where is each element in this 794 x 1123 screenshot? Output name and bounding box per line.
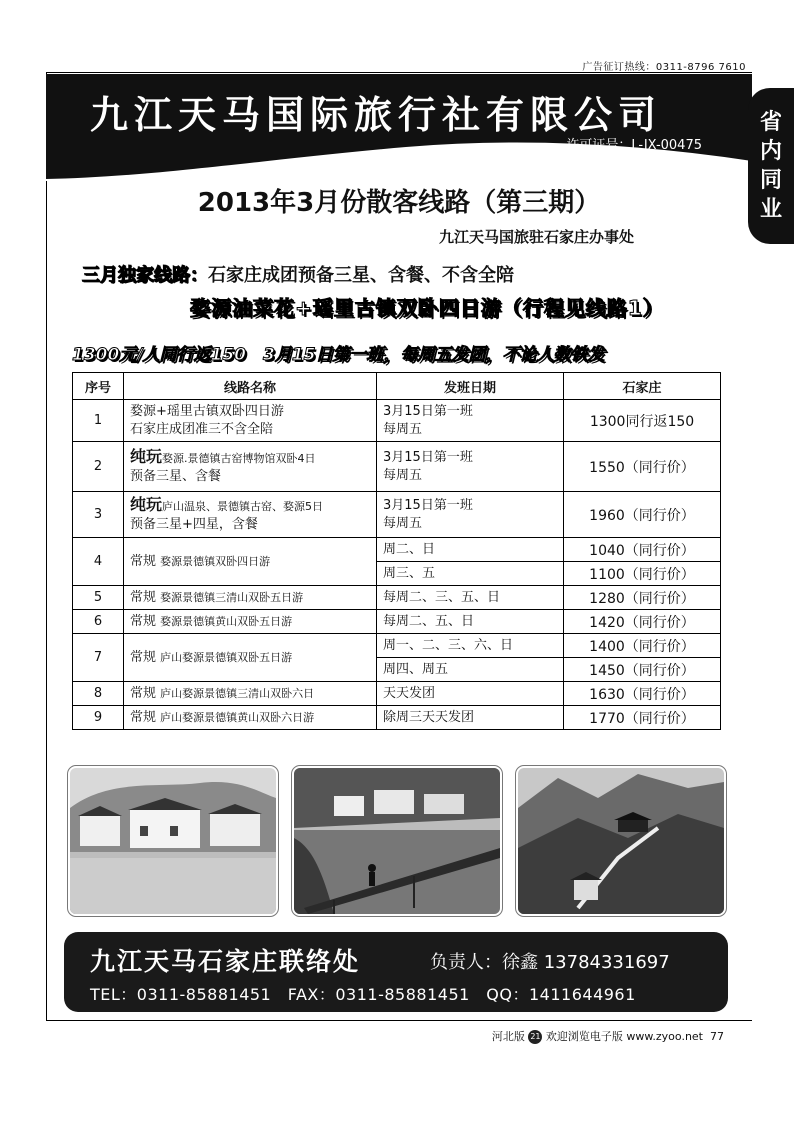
table-row <box>73 492 721 538</box>
route-line: 预备三星、含餐 <box>130 468 222 484</box>
route-date: 周二、日 <box>377 538 564 562</box>
row-no: 5 <box>73 586 124 610</box>
route-date: 周四、周五 <box>377 658 564 682</box>
route-name <box>124 492 377 538</box>
ad-hotline: 广告征订热线：0311-8796 7610 <box>582 62 746 73</box>
route-price: 1450（同行价） <box>564 658 721 682</box>
route-price: 1960（同行价） <box>564 492 721 538</box>
route-price: 1400（同行价） <box>564 634 721 658</box>
side-tab-char: 省 <box>759 110 782 135</box>
route-date <box>377 400 564 442</box>
route-line: 婺源景德镇三清山双卧五日游 <box>160 590 304 604</box>
route-price: 1420（同行价） <box>564 610 721 634</box>
route-line: 预备三星+四星，含餐 <box>130 516 258 532</box>
route-name <box>124 706 377 730</box>
route-price: 1770（同行价） <box>564 706 721 730</box>
side-tab <box>748 88 794 244</box>
village-image <box>70 768 276 914</box>
route-tag: 纯玩 <box>130 446 163 466</box>
route-line: 婺源.景德镇古窑博物馆双卧4日 <box>162 451 316 465</box>
mountain-gate-photo <box>516 766 726 916</box>
table-row <box>73 682 721 706</box>
contact-numbers: TEL：0311-85881451 FAX：0311-85881451 QQ：1411644961 <box>90 985 636 1004</box>
route-line: 庐山婺源景德镇双卧五日游 <box>160 650 293 664</box>
table-row <box>73 400 721 442</box>
route-price: 1550（同行价） <box>564 442 721 492</box>
route-tag: 常规 <box>130 685 157 701</box>
promo-text: 石家庄成团预备三星、含餐、不含全陪 <box>208 265 514 286</box>
contact-panel <box>64 932 728 1012</box>
route-tag: 常规 <box>130 709 157 725</box>
footer-divider <box>46 1020 752 1021</box>
table-row <box>73 538 721 562</box>
route-name <box>124 682 377 706</box>
route-date: 除周三天天发团 <box>377 706 564 730</box>
page-footer <box>492 1028 724 1044</box>
route-tag: 常规 <box>130 649 157 665</box>
date-line: 3月15日第一班 <box>383 403 473 419</box>
route-date: 每周二、五、日 <box>377 610 564 634</box>
row-no: 1 <box>73 400 124 442</box>
contact-office: 九江天马石家庄联络处 <box>90 947 361 976</box>
route-tag: 常规 <box>130 589 157 605</box>
route-name <box>124 400 377 442</box>
page-number: 77 <box>710 1030 724 1043</box>
table-row <box>73 634 721 658</box>
route-line: 婺源景德镇黄山双卧五日游 <box>160 614 293 628</box>
route-line: 石家庄成团准三不含全陪 <box>130 421 274 437</box>
footer-text: 欢迎浏览电子版 www.zyoo.net <box>545 1030 703 1043</box>
row-no: 8 <box>73 682 124 706</box>
contact-person: 负责人：徐鑫 13784331697 <box>430 952 670 973</box>
route-tag: 常规 <box>130 613 157 629</box>
row-no: 3 <box>73 492 124 538</box>
village-photo <box>68 766 278 916</box>
route-tag: 纯玩 <box>130 494 163 514</box>
footer-edition: 河北版 <box>491 1030 525 1043</box>
route-name <box>124 610 377 634</box>
col-route: 线路名称 <box>124 373 377 400</box>
route-date <box>377 492 564 538</box>
route-date: 周三、五 <box>377 562 564 586</box>
promo-line-2: 婺源油菜花+瑶里古镇双卧四日游（行程见线路1） <box>190 296 664 320</box>
route-tag: 常规 <box>130 553 157 569</box>
route-price: 1040（同行价） <box>564 538 721 562</box>
col-date: 发班日期 <box>377 373 564 400</box>
route-name <box>124 634 377 682</box>
route-name <box>124 538 377 586</box>
company-name: 九江天马国际旅行社有限公司 <box>90 92 663 137</box>
route-line: 婺源景德镇双卧四日游 <box>160 554 271 568</box>
col-no: 序号 <box>73 373 124 400</box>
river-bridge-image <box>294 768 500 914</box>
date-line: 每周五 <box>383 421 423 437</box>
license-number: 许可证号：L-JX-00475 <box>566 138 702 153</box>
side-tab-char: 同 <box>759 168 782 193</box>
river-bridge-photo <box>292 766 502 916</box>
date-line: 每周五 <box>383 467 423 483</box>
route-line: 庐山婺源景德镇三清山双卧六日 <box>160 686 315 700</box>
route-date: 天天发团 <box>377 682 564 706</box>
route-date <box>377 442 564 492</box>
routes-table <box>72 372 721 730</box>
route-line: 庐山温泉、景德镇古窑、婺源5日 <box>162 499 324 513</box>
table-row <box>73 586 721 610</box>
office-name: 九江天马国旅驻石家庄办事处 <box>438 228 634 246</box>
route-price: 1280（同行价） <box>564 586 721 610</box>
route-line: 庐山婺源景德镇黄山双卧六日游 <box>160 710 315 724</box>
promo-label: 三月独家线路： <box>82 265 208 286</box>
route-date: 周一、二、三、六、日 <box>377 634 564 658</box>
promo-line-3: 1300元/人同行返150 3月15日第一班，每周五发团，不论人数铁发 <box>72 345 605 365</box>
header-banner <box>46 74 752 184</box>
table-row <box>73 706 721 730</box>
route-price: 1630（同行价） <box>564 682 721 706</box>
route-line: 婺源+瑶里古镇双卧四日游 <box>130 403 284 419</box>
edition-badge-icon: 21 <box>528 1030 542 1044</box>
route-price: 1100（同行价） <box>564 562 721 586</box>
row-no: 7 <box>73 634 124 682</box>
table-row <box>73 610 721 634</box>
table-row <box>73 442 721 492</box>
route-name <box>124 586 377 610</box>
date-line: 3月15日第一班 <box>383 449 473 465</box>
date-line: 3月15日第一班 <box>383 497 473 513</box>
promo-line-1 <box>82 261 514 287</box>
row-no: 6 <box>73 610 124 634</box>
side-tab-char: 业 <box>759 197 782 222</box>
route-name <box>124 442 377 492</box>
page-title: 2013年3月份散客线路（第三期） <box>197 188 601 218</box>
date-line: 每周五 <box>383 515 423 531</box>
route-price: 1300同行返150 <box>564 400 721 442</box>
route-date: 每周二、三、五、日 <box>377 586 564 610</box>
col-price: 石家庄 <box>564 373 721 400</box>
photo-strip <box>68 766 724 912</box>
row-no: 9 <box>73 706 124 730</box>
row-no: 2 <box>73 442 124 492</box>
mountain-gate-image <box>518 768 724 914</box>
row-no: 4 <box>73 538 124 586</box>
side-tab-char: 内 <box>759 139 782 164</box>
table-header-row <box>73 373 721 400</box>
